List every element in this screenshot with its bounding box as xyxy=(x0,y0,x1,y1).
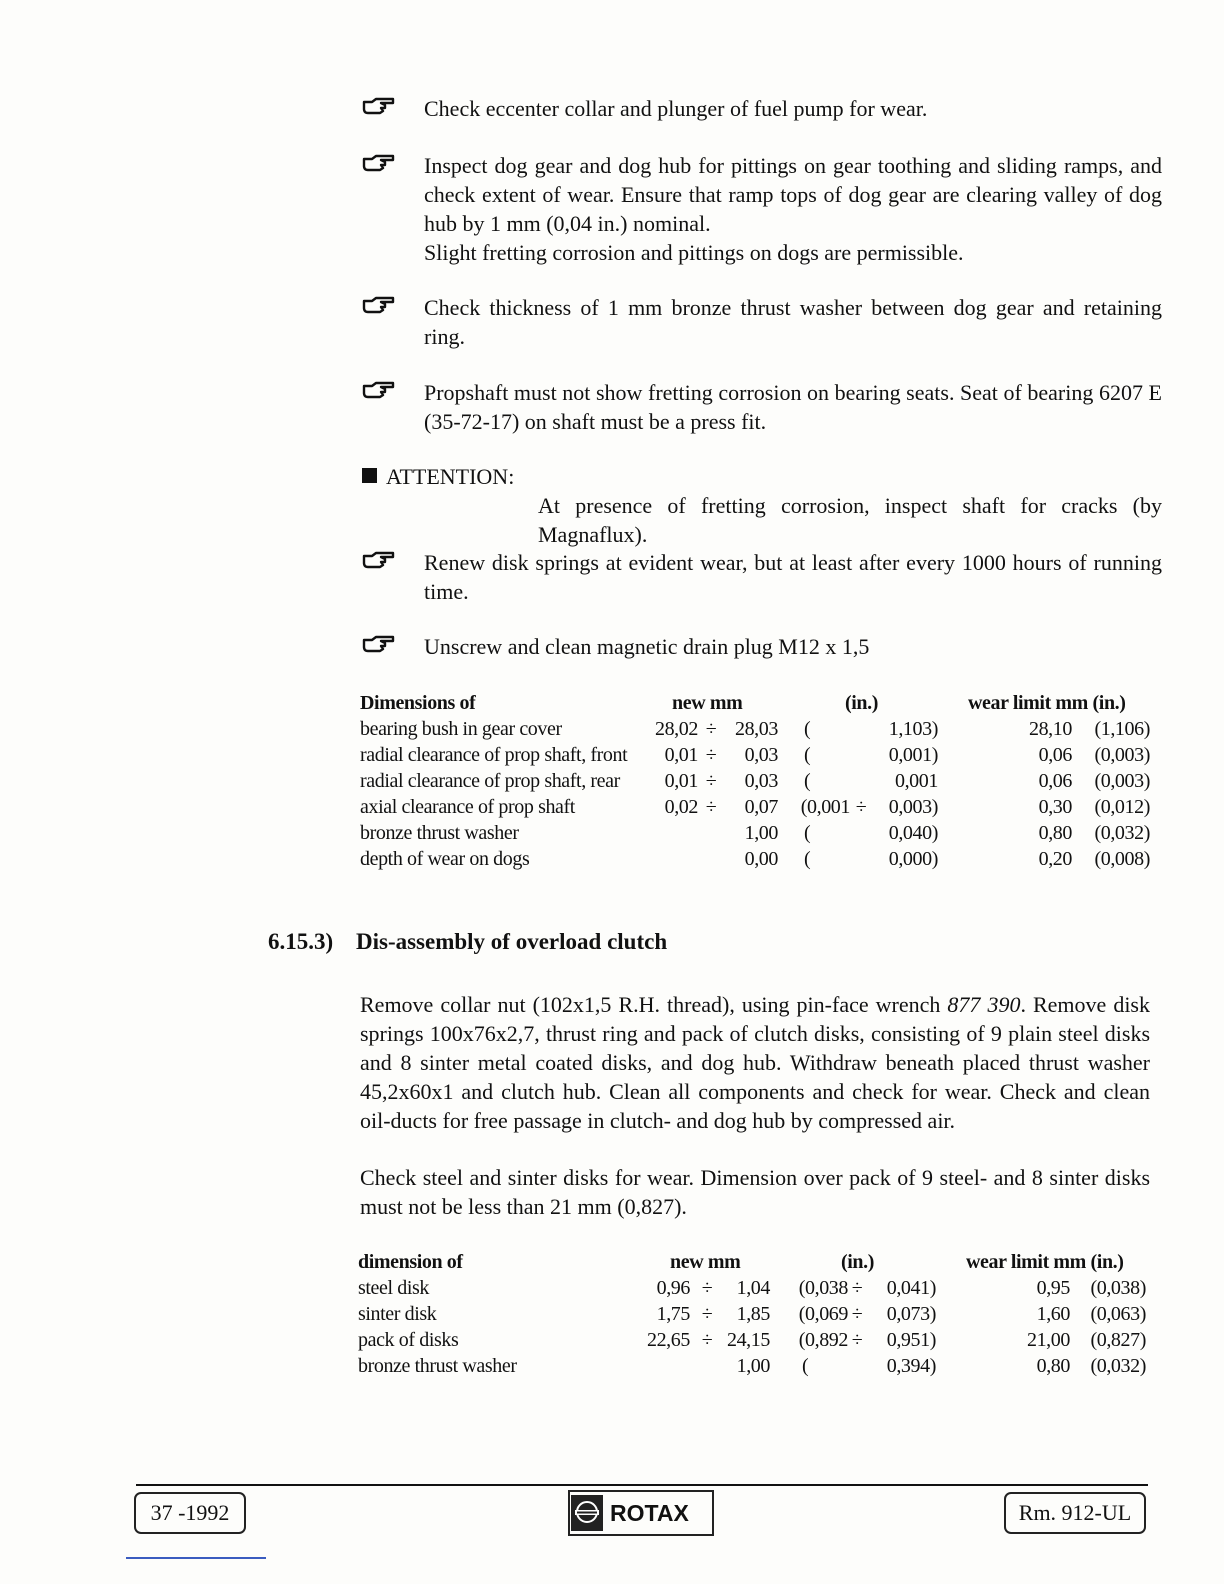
table-row xyxy=(360,820,1150,846)
cell-wear-in: (0,003) xyxy=(1094,770,1150,792)
cell-new-min: 0,01 xyxy=(664,770,698,792)
cell-paren: ( xyxy=(804,744,811,766)
logo-text: ROTAX xyxy=(610,1499,689,1526)
cell-paren: ( xyxy=(804,718,811,740)
cell-in-max: 0,394) xyxy=(886,1355,936,1377)
instruction-text: Inspect dog gear and dog hub for pittings on gear toothing and sliding ramps, and check extent of wear. Ensure that ramp tops of dog gear are clearing valley of dog hub by 1 mm (0,04 in.) nominal. xyxy=(424,153,1162,236)
instruction-text: Propshaft must not show fretting corrosion on bearing seats. Seat of bearing 6207 E (35-72-17) on shaft must be a press fit. xyxy=(424,380,1162,434)
instruction-item xyxy=(362,151,1162,267)
cell-range-op: ÷ xyxy=(705,744,717,766)
disassembly-paragraph xyxy=(360,990,1150,1135)
cell-paren: ( xyxy=(802,1355,809,1377)
cell-range-op: ÷ xyxy=(705,770,717,792)
section-heading xyxy=(268,929,667,955)
footer-date: 37 -1992 xyxy=(134,1492,246,1534)
instruction-note: Slight fretting corrosion and pittings on dogs are permissible. xyxy=(424,240,964,265)
cell-wear-mm: 21,00 xyxy=(1026,1329,1070,1351)
cell-in-max: 0,003) xyxy=(888,796,938,818)
cell-wear-in: (0,008) xyxy=(1094,848,1150,870)
cell-wear-in: (0,038) xyxy=(1090,1277,1146,1299)
cell-new-max: 0,03 xyxy=(744,770,778,792)
cell-new-min: 1,75 xyxy=(656,1303,690,1325)
header-inches: (in.) xyxy=(841,1251,875,1273)
instruction-item xyxy=(362,293,1162,351)
cell-in-max: 0,040) xyxy=(888,822,938,844)
cell-wear-mm: 0,95 xyxy=(1036,1277,1070,1299)
cell-range-op: ÷ xyxy=(701,1329,713,1351)
instruction-item xyxy=(362,632,1162,661)
cell-range-op: ÷ xyxy=(701,1277,713,1299)
cell-in-min: (0,001 xyxy=(800,796,850,818)
paragraph-text-end: . Remove disk springs 100x76x2,7, thrust ring and pack of clutch disks, consisting of 9 plain steel disks and 8 sinter metal coated disks, and dog hub. Withdraw beneath placed thrust washer 45,2x60x1 and clutch hub. Clean all components and check for wear. Check and clean oil-ducts for free passage in clutch- and dog hub by compressed air. xyxy=(360,992,1150,1133)
cell-name: axial clearance of prop shaft xyxy=(360,796,575,818)
cell-range-op: ÷ xyxy=(705,796,717,818)
table-row xyxy=(360,794,1150,820)
cell-name: bearing bush in gear cover xyxy=(360,718,562,740)
header-new-mm: new mm xyxy=(670,1251,741,1273)
cell-new-max: 1,00 xyxy=(744,822,778,844)
table-row xyxy=(358,1353,1148,1379)
cell-in-min: (0,069 xyxy=(798,1303,848,1325)
cell-wear-mm: 0,30 xyxy=(1038,796,1072,818)
cell-new-min: 28,02 xyxy=(654,718,698,740)
cell-new-max: 0,07 xyxy=(744,796,778,818)
pointing-hand-icon xyxy=(362,632,396,658)
pointing-hand-icon xyxy=(362,94,396,120)
cell-name: radial clearance of prop shaft, front xyxy=(360,744,628,766)
footer-doc-ref: Rm. 912-UL xyxy=(1004,1492,1146,1534)
cell-in-min: (0,892 xyxy=(798,1329,848,1351)
bottom-rule xyxy=(126,1557,266,1559)
pointing-hand-icon xyxy=(362,151,396,177)
cell-in-max: 0,000) xyxy=(888,848,938,870)
check-paragraph: Check steel and sinter disks for wear. Dimension over pack of 9 steel- and 8 sinter disks must not be less than 21 mm (0,827). xyxy=(360,1165,1150,1219)
disk-dimensions-table xyxy=(358,1249,1148,1379)
header-inches: (in.) xyxy=(845,692,879,714)
cell-wear-mm: 0,06 xyxy=(1038,744,1072,766)
cell-wear-in: (0,003) xyxy=(1094,744,1150,766)
instruction-text: Check eccenter collar and plunger of fuel pump for wear. xyxy=(424,96,928,121)
rotax-emblem-icon xyxy=(570,1494,604,1532)
cell-range-op: ÷ xyxy=(855,796,867,818)
pointing-hand-icon xyxy=(362,293,396,319)
attention-note xyxy=(362,462,1162,549)
cell-in-max: 0,041) xyxy=(886,1277,936,1299)
cell-new-min: 0,01 xyxy=(664,744,698,766)
table-row xyxy=(360,846,1150,872)
cell-name: sinter disk xyxy=(358,1303,437,1325)
instruction-item xyxy=(362,94,1162,123)
cell-wear-in: (0,012) xyxy=(1094,796,1150,818)
cell-new-max: 1,04 xyxy=(736,1277,770,1299)
cell-wear-in: (1,106) xyxy=(1094,718,1150,740)
cell-new-min: 0,96 xyxy=(656,1277,690,1299)
attention-label: ATTENTION: xyxy=(386,464,515,489)
pointing-hand-icon xyxy=(362,378,396,404)
cell-wear-mm: 0,06 xyxy=(1038,770,1072,792)
cell-range-op: ÷ xyxy=(851,1303,863,1325)
table-row xyxy=(360,768,1150,794)
pointing-hand-icon xyxy=(362,548,396,574)
cell-name: steel disk xyxy=(358,1277,429,1299)
cell-new-max: 24,15 xyxy=(726,1329,770,1351)
rotax-logo xyxy=(568,1490,714,1536)
instruction-item xyxy=(362,548,1162,606)
cell-in-max: 1,103) xyxy=(888,718,938,740)
cell-range-op: ÷ xyxy=(701,1303,713,1325)
table-row xyxy=(360,742,1150,768)
cell-name: depth of wear on dogs xyxy=(360,848,530,870)
cell-wear-in: (0,063) xyxy=(1090,1303,1146,1325)
attention-square-icon xyxy=(362,468,377,483)
cell-name: pack of disks xyxy=(358,1329,459,1351)
instruction-text: Check thickness of 1 mm bronze thrust washer between dog gear and retaining ring. xyxy=(424,295,1162,349)
cell-in-max: 0,073) xyxy=(886,1303,936,1325)
cell-new-max: 28,03 xyxy=(734,718,778,740)
attention-text: At presence of fretting corrosion, inspect shaft for cracks (by Magnaflux). xyxy=(538,493,1162,547)
cell-range-op: ÷ xyxy=(851,1277,863,1299)
section-number: 6.15.3) xyxy=(268,929,334,954)
table-header xyxy=(358,1249,1148,1275)
instruction-text: Renew disk springs at evident wear, but at least after every 1000 hours of running time. xyxy=(424,550,1162,604)
cell-new-max: 1,00 xyxy=(736,1355,770,1377)
cell-wear-in: (0,032) xyxy=(1090,1355,1146,1377)
table-row xyxy=(358,1327,1148,1353)
cell-wear-mm: 0,20 xyxy=(1038,848,1072,870)
header-wear-limit: wear limit mm (in.) xyxy=(966,1251,1124,1273)
cell-new-max: 0,03 xyxy=(744,744,778,766)
cell-paren: ( xyxy=(804,848,811,870)
cell-new-min: 22,65 xyxy=(646,1329,690,1351)
cell-wear-mm: 28,10 xyxy=(1028,718,1072,740)
cell-wear-in: (0,032) xyxy=(1094,822,1150,844)
cell-wear-mm: 1,60 xyxy=(1036,1303,1070,1325)
table-row xyxy=(360,716,1150,742)
dimensions-table xyxy=(360,690,1150,872)
header-dimensions: Dimensions of xyxy=(360,692,476,714)
paragraph-text-start: Remove collar nut (102x1,5 R.H. thread), using pin-face wrench xyxy=(360,992,948,1017)
section-title: Dis-assembly of overload clutch xyxy=(356,929,668,954)
cell-name: radial clearance of prop shaft, rear xyxy=(360,770,620,792)
cell-name: bronze thrust washer xyxy=(358,1355,517,1377)
cell-paren: ( xyxy=(804,770,811,792)
instruction-item xyxy=(362,378,1162,436)
cell-in-max: 0,001) xyxy=(888,744,938,766)
cell-new-max: 0,00 xyxy=(744,848,778,870)
cell-in-min: (0,038 xyxy=(798,1277,848,1299)
cell-in-max: 0,001 xyxy=(894,770,938,792)
cell-wear-in: (0,827) xyxy=(1090,1329,1146,1351)
cell-range-op: ÷ xyxy=(851,1329,863,1351)
table-header xyxy=(360,690,1150,716)
footer-rule xyxy=(136,1484,1148,1486)
cell-new-max: 1,85 xyxy=(736,1303,770,1325)
cell-new-min: 0,02 xyxy=(664,796,698,818)
header-wear-limit: wear limit mm (in.) xyxy=(968,692,1126,714)
cell-wear-mm: 0,80 xyxy=(1036,1355,1070,1377)
header-new-mm: new mm xyxy=(672,692,743,714)
cell-name: bronze thrust washer xyxy=(360,822,519,844)
table-row xyxy=(358,1301,1148,1327)
cell-wear-mm: 0,80 xyxy=(1038,822,1072,844)
cell-paren: ( xyxy=(804,822,811,844)
cell-in-max: 0,951) xyxy=(886,1329,936,1351)
tool-number: 877 390 xyxy=(947,992,1021,1017)
instruction-text: Unscrew and clean magnetic drain plug M12 x 1,5 xyxy=(424,634,870,659)
cell-range-op: ÷ xyxy=(705,718,717,740)
header-dimension: dimension of xyxy=(358,1251,463,1273)
table-row xyxy=(358,1275,1148,1301)
